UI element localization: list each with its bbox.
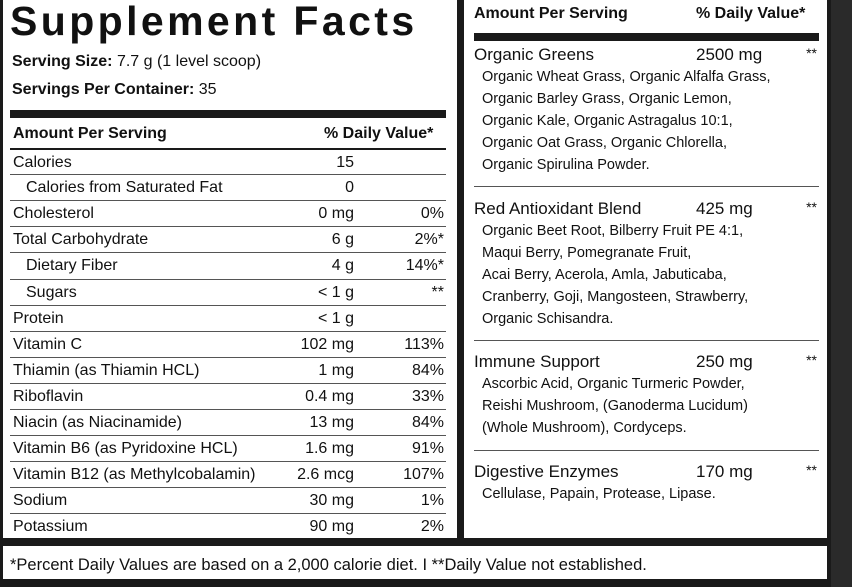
nutrient-row [10, 383, 446, 410]
blend-name: Immune Support [474, 352, 600, 371]
blend-ingredient-line: Organic Barley Grass, Organic Lemon, [482, 91, 732, 107]
nutrient-daily-value: 91% [411, 440, 444, 458]
right-dv-header: % Daily Value* [696, 5, 806, 22]
blend-ingredient-line: Organic Kale, Organic Astragalus 10:1, [482, 113, 733, 129]
nutrient-name: Vitamin B6 (as Pyridoxine HCL) [13, 440, 238, 458]
frame-right-border [827, 0, 831, 587]
nutrient-amount: 13 mg [309, 414, 354, 431]
blend-name: Digestive Enzymes [474, 462, 619, 481]
serving-size-value: 7.7 g (1 level scoop) [116, 53, 262, 70]
footnote: *Percent Daily Values are based on a 2,000 calorie diet. I **Daily Value not established. [10, 556, 647, 574]
nutrient-daily-value: 84% [411, 361, 444, 379]
nutrient-daily-value: 113% [404, 335, 444, 353]
left-thick-rule [10, 110, 446, 118]
blend-ingredient-line: Organic Schisandra. [482, 311, 614, 327]
nutrient-name: Sodium [13, 492, 68, 510]
blend-separator [474, 450, 819, 451]
nutrient-row [10, 435, 446, 462]
nutrient-row [10, 331, 446, 358]
nutrient-name: Niacin (as Niacinamide) [13, 414, 182, 431]
blend-ingredient-line: Cellulase, Papain, Protease, Lipase. [482, 486, 716, 502]
nutrient-name: Vitamin C [13, 335, 83, 353]
nutrient-row [10, 409, 446, 436]
nutrient-amount: 4 g [331, 257, 354, 275]
servings-per-container-line [12, 80, 217, 100]
blend-daily-value: ** [806, 199, 817, 215]
nutrient-name: Calories [13, 154, 72, 171]
nutrient-amount: 0 mg [318, 205, 354, 223]
blend-amount: 2500 mg [696, 45, 763, 64]
blend-amount: 425 mg [696, 199, 753, 218]
blend-ingredient-line: Maqui Berry, Pomegranate Fruit, [482, 245, 692, 261]
panel-title: Supplement Facts [10, 0, 418, 44]
frame-bottom-border [0, 579, 831, 587]
column-divider [457, 0, 464, 540]
blend-daily-value: ** [806, 45, 817, 61]
nutrient-name: Vitamin B12 (as Methylcobalamin) [13, 466, 256, 484]
nutrient-name: Dietary Fiber [26, 257, 118, 275]
nutrient-amount: 1 mg [318, 361, 354, 379]
nutrient-amount: 15 [336, 154, 354, 171]
nutrient-daily-value: 107% [403, 466, 444, 484]
blend-amount: 170 mg [696, 462, 753, 481]
nutrient-row [10, 305, 446, 332]
nutrient-daily-value: 14%* [405, 257, 444, 275]
nutrient-name: Cholesterol [13, 205, 94, 223]
nutrient-row [10, 461, 446, 488]
nutrient-row [10, 279, 446, 306]
frame-left-border [0, 0, 3, 587]
nutrient-name: Sugars [26, 283, 77, 301]
blend-ingredient-line: Acai Berry, Acerola, Amla, Jabuticaba, [482, 267, 727, 283]
blend-ingredient-line: Organic Oat Grass, Organic Chlorella, [482, 135, 727, 151]
blend-ingredient-line: Organic Spirulina Powder. [482, 157, 650, 173]
serving-size-label: Serving Size: [12, 53, 113, 70]
nutrient-name: Riboflavin [13, 387, 84, 405]
nutrient-daily-value: 33% [411, 387, 444, 405]
nutrient-row [10, 487, 446, 514]
nutrient-name: Potassium [13, 518, 88, 536]
nutrient-amount: 0 [345, 179, 354, 197]
nutrient-amount: < 1 g [317, 309, 354, 327]
nutrient-daily-value: ** [431, 283, 444, 301]
nutrient-daily-value: 84% [411, 414, 444, 431]
nutrient-daily-value: 2%* [414, 231, 444, 249]
nutrient-amount: 90 mg [309, 518, 354, 536]
blend-name: Organic Greens [474, 45, 594, 64]
blend-ingredient-line: Organic Wheat Grass, Organic Alfalfa Grass, [482, 69, 771, 85]
nutrient-row [10, 252, 446, 279]
blend-name: Red Antioxidant Blend [474, 199, 642, 218]
blend-separator [474, 340, 819, 341]
blend-ingredient-line: Cranberry, Goji, Mangosteen, Strawberry, [482, 289, 749, 305]
nutrient-row [10, 148, 446, 176]
nutrient-row [10, 226, 446, 253]
nutrient-daily-value: 1% [420, 492, 444, 510]
nutrient-name: Calories from Saturated Fat [26, 179, 223, 197]
blend-ingredient-line: Ascorbic Acid, Organic Turmeric Powder, [482, 376, 745, 392]
right-thick-rule [474, 33, 819, 41]
nutrient-row [10, 174, 446, 201]
nutrient-name: Protein [13, 309, 64, 327]
left-dv-header: % Daily Value* [324, 125, 434, 142]
nutrient-amount: 30 mg [309, 492, 354, 510]
serving-size-line [12, 52, 261, 72]
servings-per-container-value: 35 [198, 81, 217, 98]
nutrient-amount: 1.6 mg [305, 440, 354, 458]
nutrient-amount: 6 g [331, 231, 354, 249]
nutrient-amount: 102 mg [300, 335, 354, 353]
blend-separator [474, 186, 819, 187]
nutrient-name: Total Carbohydrate [13, 231, 149, 249]
nutrient-name: Thiamin (as Thiamin HCL) [13, 361, 200, 379]
servings-per-container-label: Servings Per Container: [12, 81, 195, 98]
blend-amount: 250 mg [696, 352, 753, 371]
nutrient-amount: 2.6 mcg [297, 466, 354, 484]
blend-ingredient-line: (Whole Mushroom), Cordyceps. [482, 420, 687, 436]
nutrient-row [10, 357, 446, 384]
blend-daily-value: ** [806, 352, 817, 368]
left-amount-header: Amount Per Serving [13, 125, 167, 142]
nutrient-row [10, 513, 446, 540]
nutrient-row [10, 200, 446, 227]
blend-ingredient-line: Reishi Mushroom, (Ganoderma Lucidum) [482, 398, 748, 414]
right-amount-header: Amount Per Serving [474, 5, 628, 22]
nutrient-amount: < 1 g [317, 283, 354, 301]
nutrient-daily-value: 0% [420, 205, 444, 223]
blend-daily-value: ** [806, 462, 817, 478]
blend-ingredient-line: Organic Beet Root, Bilberry Fruit PE 4:1, [482, 223, 744, 239]
nutrient-daily-value: 2% [420, 518, 444, 536]
nutrient-amount: 0.4 mg [305, 387, 354, 405]
